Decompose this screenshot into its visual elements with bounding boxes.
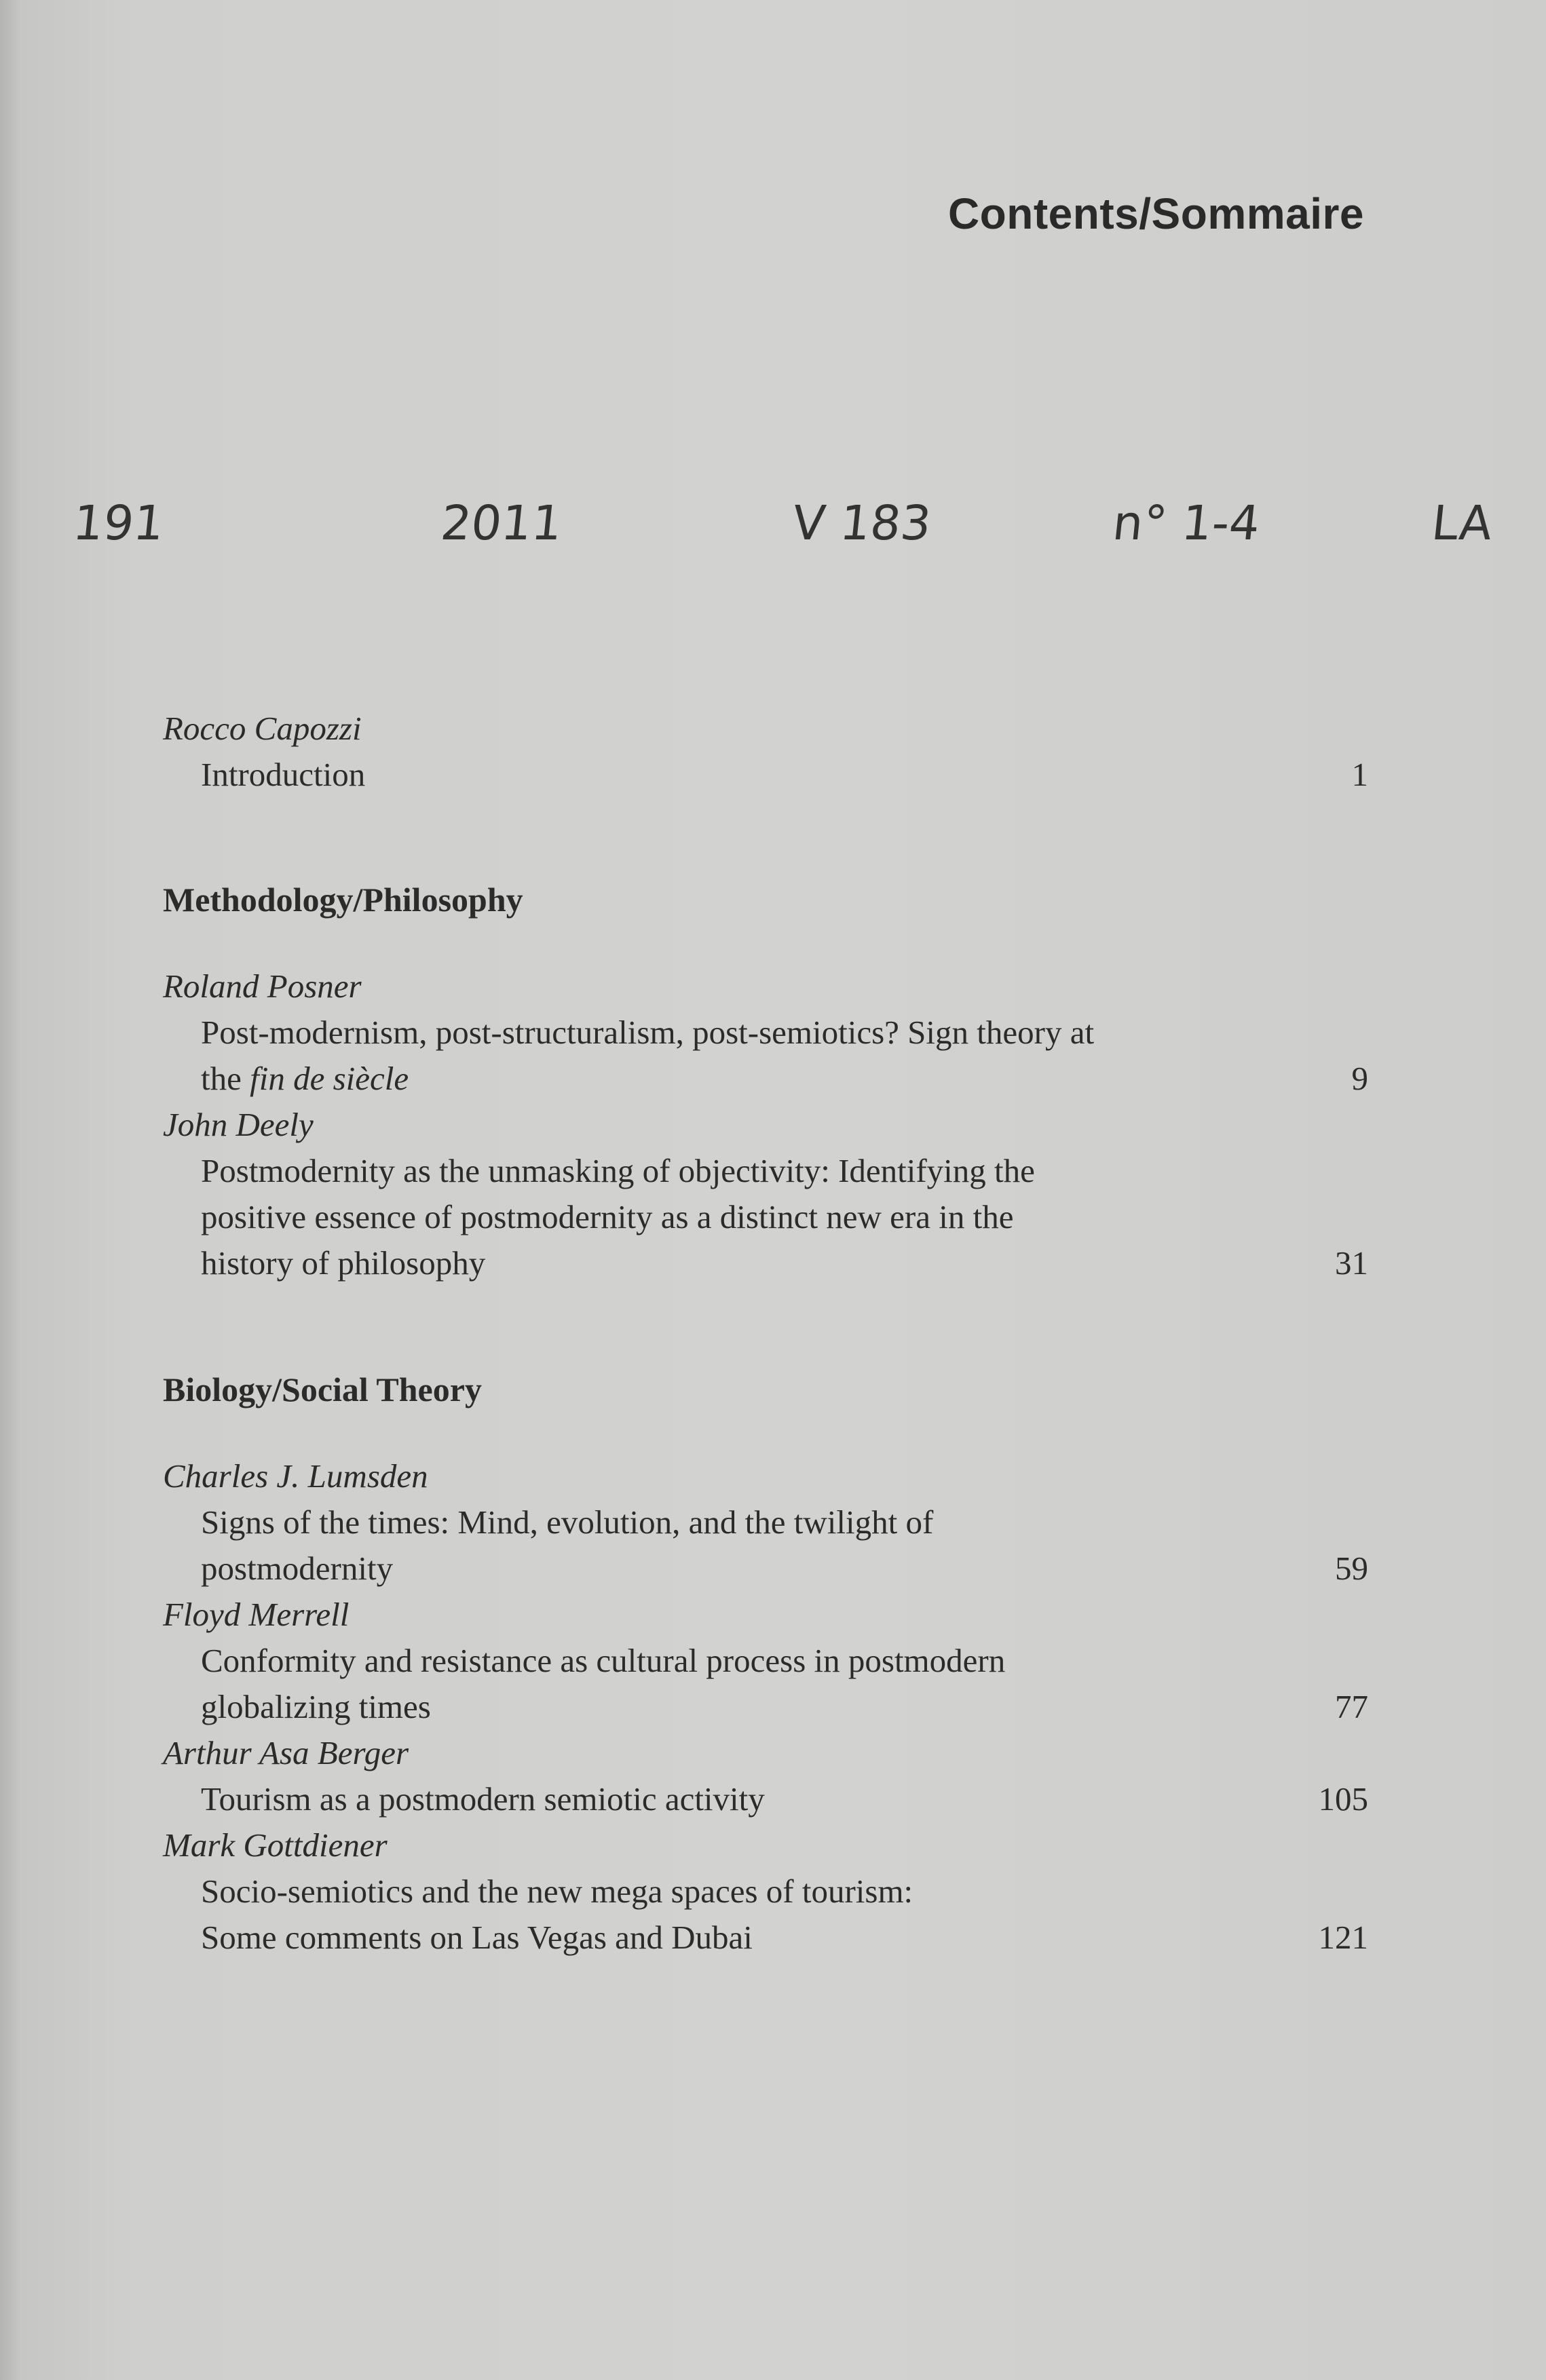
toc-author: Rocco Capozzi — [163, 710, 362, 747]
toc-entry-title: Conformity and resistance as cultural process in postmodern — [201, 1642, 1006, 1679]
toc-entry-title: positive essence of postmodernity as a distinct new era in the — [201, 1198, 1014, 1235]
toc-entry-title: Postmodernity as the unmasking of objectivity: Identifying the — [201, 1152, 1035, 1189]
toc-page-number: 59 — [1335, 1550, 1368, 1587]
toc-entry-title: history of philosophy — [201, 1244, 486, 1282]
toc-author: Roland Posner — [163, 967, 362, 1005]
toc-entry-title: Post-modernism, post-structuralism, post-semiotics? Sign theory at — [201, 1014, 1095, 1051]
handwritten-note: V 183 — [789, 495, 935, 551]
toc-page-number: 9 — [1351, 1060, 1368, 1097]
handwritten-note: 191 — [70, 495, 167, 551]
toc-entry-title: postmodernity — [201, 1550, 394, 1587]
toc-page-number: 31 — [1335, 1244, 1368, 1282]
page-title: Contents/Sommaire — [947, 189, 1364, 238]
toc-entry-title-part: the — [201, 1060, 250, 1097]
toc-entry-title: Signs of the times: Mind, evolution, and the twilight of — [201, 1503, 934, 1541]
toc-author: Charles J. Lumsden — [163, 1457, 428, 1495]
toc-entry-title: globalizing times — [201, 1688, 431, 1725]
toc-page-number: 1 — [1351, 756, 1368, 793]
toc-entry-title: Socio-semiotics and the new mega spaces of tourism: — [201, 1873, 913, 1910]
toc-author: John Deely — [163, 1106, 314, 1143]
toc-entry-title: Introduction — [201, 756, 366, 793]
toc-page-number: 77 — [1335, 1688, 1368, 1725]
toc-entry-title: Tourism as a postmodern semiotic activity — [201, 1780, 765, 1818]
toc-entry-title — [201, 1056, 409, 1102]
handwritten-note: LA — [1429, 495, 1495, 551]
toc-author: Arthur Asa Berger — [163, 1734, 409, 1771]
section-heading: Methodology/Philosophy — [163, 881, 523, 919]
toc-entry-title-italic: fin de siècle — [250, 1060, 409, 1097]
toc-author: Mark Gottdiener — [163, 1826, 388, 1864]
toc-page-number: 121 — [1318, 1919, 1368, 1956]
toc-page-number: 105 — [1318, 1780, 1368, 1818]
toc-entry-title: Some comments on Las Vegas and Dubai — [201, 1919, 753, 1956]
section-heading: Biology/Social Theory — [163, 1370, 482, 1408]
handwritten-note: n° 1-4 — [1110, 495, 1263, 551]
handwritten-note: 2011 — [438, 495, 565, 551]
toc-author: Floyd Merrell — [163, 1596, 350, 1633]
